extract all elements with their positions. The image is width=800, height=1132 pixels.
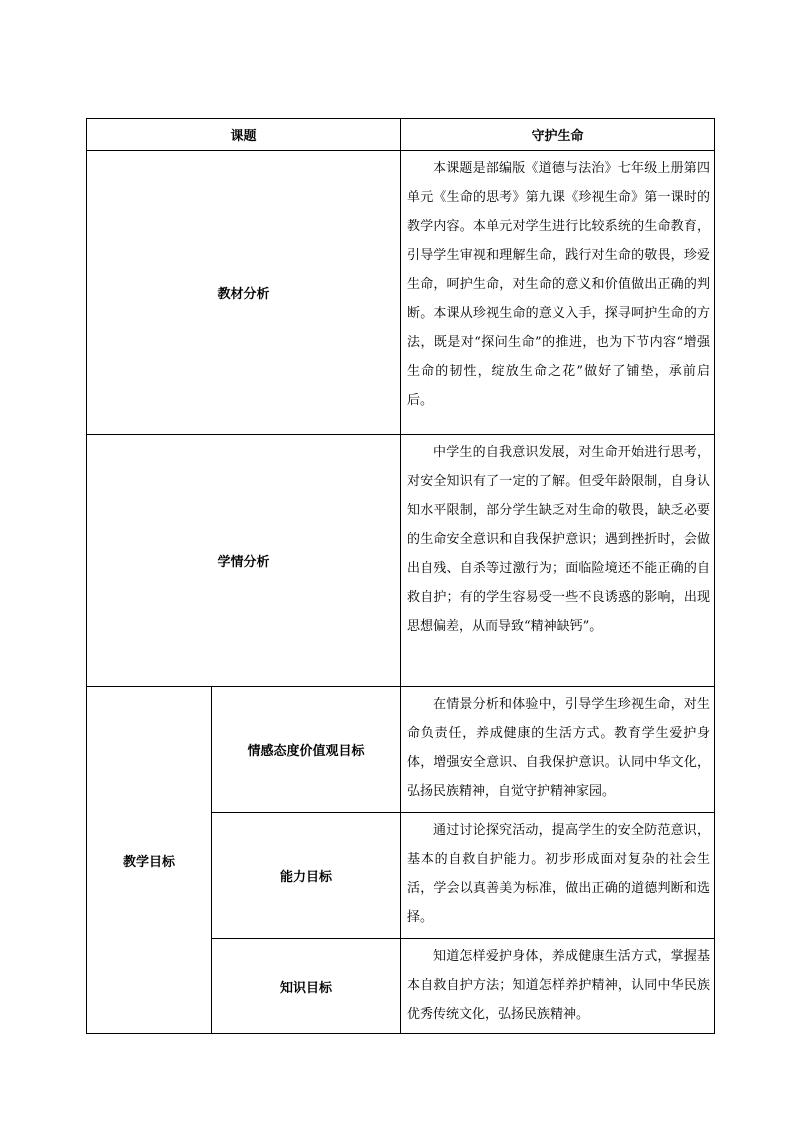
goal-ability-text: 通过讨论探究活动，提高学生的安全防范意识，基本的自救自护能力。初步形成面对复杂的社会生活，学会以真善美为标准，做出正确的道德判断和选择。 <box>407 823 711 925</box>
goal-ability-cell <box>401 813 715 939</box>
material-analysis-text: 本课题是部编版《道德与法治》七年级上册第四单元《生命的思考》第九课《珍视生命》第一课时的教学内容。本单元对学生进行比较系统的生命教育，引导学生审视和理解生命，践行对生命的敬畏，珍爱生命，呵护生命，对生命的意义和价值做出正确的判断。本课从珍视生命的意义入手，探寻呵护生命的方法，既是对“探问生命”的推进，也为下节内容“增强生命的韧性，绽放生命之花”做好了铺垫，承前启后。 <box>407 161 711 408</box>
student-analysis-text: 中学生的自我意识发展，对生命开始进行思考，对安全知识有了一定的了解。但受年龄限制，自身认知水平限制，部分学生缺乏对生命的敬畏，缺乏必要的生命安全意识和自我保护意识；遇到挫折时，会做出自残、自杀等过激行为；面临险境还不能正确的自救自护；有的学生容易受一些不良诱惑的影响，出现思想偏差，从而导致“精神缺钙”。 <box>407 445 711 634</box>
goal-ability-label: 能力目标 <box>212 813 401 939</box>
material-analysis-cell <box>401 151 715 435</box>
goal-emotion-label: 情感态度价值观目标 <box>212 687 401 813</box>
goal-emotion-text: 在情景分析和体验中，引导学生珍视生命，对生命负责任，养成健康的生活方式。教育学生爱护身体，增强安全意识、自我保护意识。认同中华文化，弘扬民族精神，自觉守护精神家园。 <box>407 697 711 799</box>
topic-label: 课题 <box>87 119 401 151</box>
student-analysis-label: 学情分析 <box>87 435 401 687</box>
topic-value: 守护生命 <box>401 119 715 151</box>
lesson-plan-table <box>86 118 715 1034</box>
goal-knowledge-label: 知识目标 <box>212 939 401 1034</box>
goal-row-emotion <box>87 687 715 813</box>
teaching-goals-label: 教学目标 <box>87 687 212 1034</box>
goal-emotion-cell <box>401 687 715 813</box>
goal-knowledge-text: 知道怎样爱护身体，养成健康生活方式，掌握基本自救自护方法；知道怎样养护精神，认同中华民族优秀传统文化，弘扬民族精神。 <box>407 949 711 1022</box>
header-row <box>87 119 715 151</box>
student-analysis-row <box>87 435 715 687</box>
material-analysis-label: 教材分析 <box>87 151 401 435</box>
goal-knowledge-cell <box>401 939 715 1034</box>
material-analysis-row <box>87 151 715 435</box>
student-analysis-cell <box>401 435 715 687</box>
